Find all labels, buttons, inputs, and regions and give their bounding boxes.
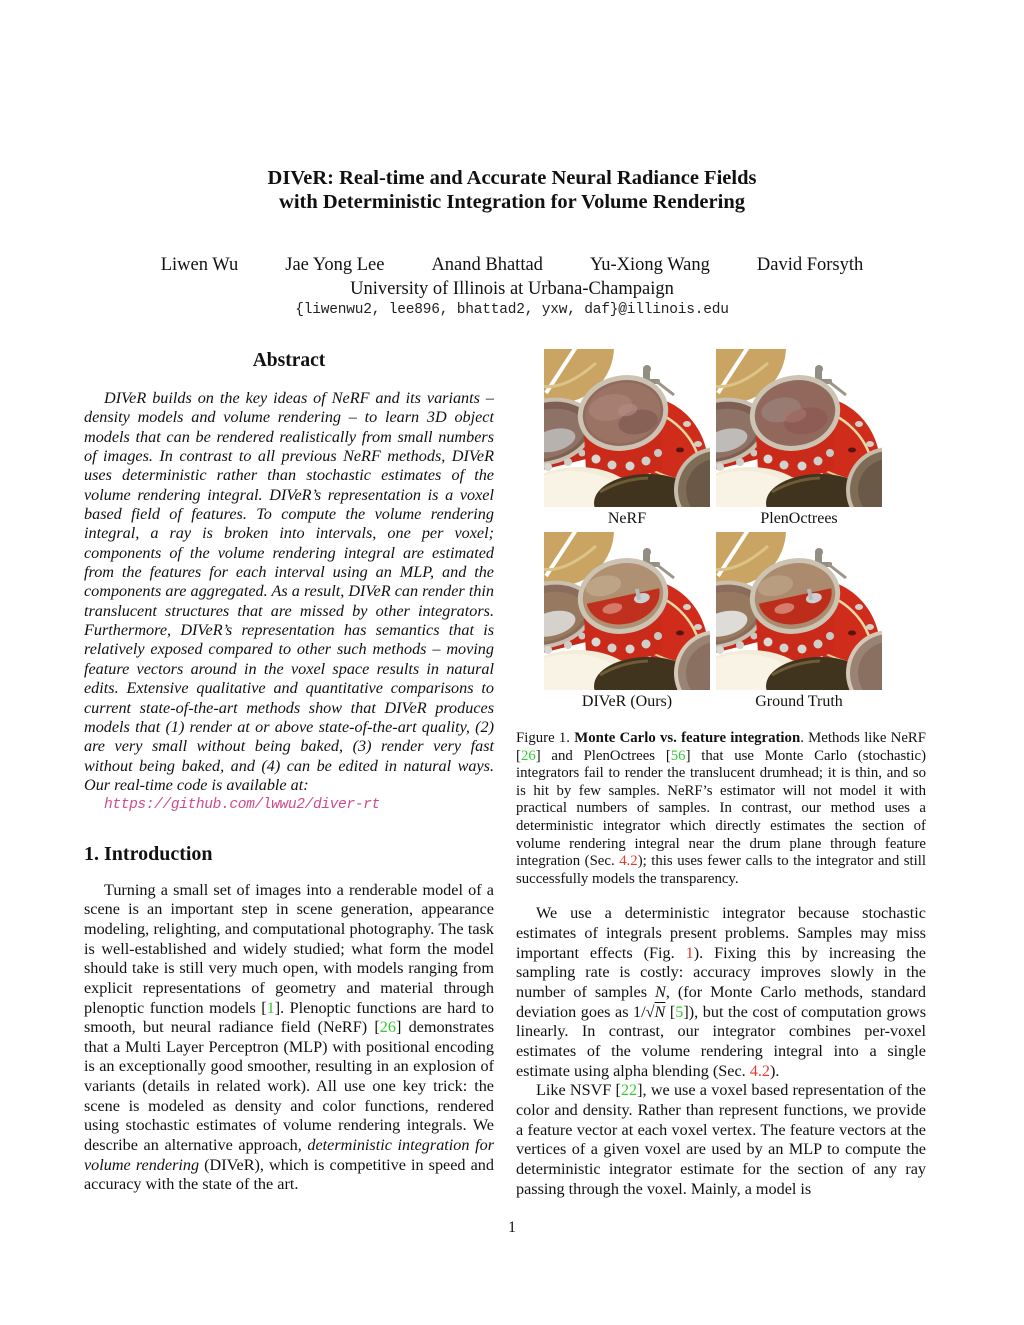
- paragraph-text: , (for Monte Carlo methods, standard deviation goes as 1/: [516, 982, 926, 1021]
- intro-text: Turning a small set of images into a renderable model of a scene is an important step in scene generation, appearance modeling, relighting, and computational photography. The task is well-established and widely studied; what form the model should take is still very much open, with models ranging from explicit representations of geometry and material through plenoptic function models [: [84, 880, 494, 1017]
- abstract-body: [84, 389, 494, 816]
- emphasized-term: deterministic integration for volume rendering: [84, 1136, 494, 1174]
- figure-label-diver-ours: DIVeR (Ours): [581, 693, 673, 710]
- citation-link[interactable]: 26: [379, 1018, 396, 1037]
- figure-ref-link[interactable]: 1: [685, 943, 694, 962]
- section-ref-link[interactable]: 4.2: [619, 853, 638, 870]
- paragraph-text: ). Fixing this by increasing the sampling rate is costly: accuracy improves slowly in the number of samples: [516, 943, 926, 1001]
- citation-link[interactable]: 22: [620, 1081, 638, 1100]
- author-list: [0, 255, 1024, 276]
- left-column: [84, 350, 494, 1195]
- figure-caption: [516, 730, 926, 888]
- author-name: Anand Bhattad: [431, 255, 543, 275]
- math-variable: N: [654, 1002, 666, 1021]
- paragraph-text: Like NSVF [: [536, 1081, 621, 1100]
- section-heading-introduction: 1. Introduction: [84, 842, 213, 865]
- figure-label-ground-truth: Ground Truth: [755, 693, 843, 710]
- paragraph-text: ).: [770, 1061, 780, 1080]
- email-line: {liwenwu2, lee896, bhattad2, yxw, daf}@illinois.edu: [295, 302, 729, 318]
- body-paragraph: [516, 1081, 926, 1199]
- citation-link[interactable]: 56: [670, 747, 686, 764]
- author-name: Jae Yong Lee: [285, 255, 385, 275]
- figure-image-plenoctrees: [716, 349, 882, 507]
- caption-text: Figure 1.: [516, 730, 575, 746]
- intro-text: (DIVeR), which is competitive in speed and accuracy with the state of the art.: [84, 1155, 494, 1194]
- body-paragraph: [516, 904, 926, 1081]
- intro-text: ]. Plenoptic functions are hard to smooth, but neural radiance field (NeRF) [: [84, 998, 494, 1037]
- citation-link[interactable]: 5: [675, 1002, 684, 1021]
- paper-title-line1: DIVeR: Real-time and Accurate Neural Radiance Fields: [267, 167, 757, 189]
- paragraph-text: ], we use a voxel based representation of the color and density. Rather than represent functions, we provide a feature vector at each voxel vertex. The feature vectors at the vertices of a given voxel are used by an MLP to compute the deterministic integrator estimate for the section of any ray passing through the voxel. Mainly, a model is: [516, 1081, 926, 1198]
- caption-bold-title: Monte Carlo vs. feature integration: [574, 730, 801, 746]
- paper-title-line2: with Deterministic Integration for Volume Rendering: [279, 190, 745, 213]
- figure-image-grid: [544, 349, 882, 715]
- section-ref-link[interactable]: 4.2: [749, 1061, 770, 1080]
- caption-text: ] that use Monte Carlo (stochastic) integrators fail to render the translucent drumhead; it is thin, and so is hit by few samples. NeRF’s estimator will not model it with practical numbers of samples. In contrast, our method uses a deterministic integrator which directly estimates the section of volume rendering integral near the drum plane through feature integration (Sec.: [516, 747, 927, 870]
- figure-image-ground-truth: [716, 532, 882, 690]
- caption-text: ); this uses fewer calls to the integrator and still successfully models the transparency.: [516, 853, 926, 887]
- citation-link[interactable]: 26: [520, 747, 536, 764]
- affiliation: University of Illinois at Urbana-Champaign: [350, 279, 674, 299]
- citation-link[interactable]: 1: [266, 998, 275, 1017]
- math-variable: N: [655, 982, 666, 1001]
- author-name: David Forsyth: [756, 255, 864, 275]
- paragraph-text: ]), but the cost of computation grows linearly. In contrast, our integrator combines per-voxel estimates of the volume rendering integral into a single estimate using alpha blending (Sec.: [516, 1002, 927, 1080]
- intro-paragraph: [84, 881, 494, 1196]
- author-name: Yu-Xiong Wang: [589, 255, 710, 275]
- paragraph-text: [: [665, 1002, 676, 1021]
- abstract-heading: Abstract: [252, 350, 326, 371]
- figure-image-diver-ours: [544, 532, 710, 690]
- figure-label-plenoctrees: PlenOctrees: [760, 510, 838, 527]
- figure-label-nerf: NeRF: [607, 510, 647, 527]
- paper-title: [0, 167, 1024, 214]
- caption-text: . Methods like NeRF [: [516, 730, 926, 764]
- figure-1: [516, 349, 926, 888]
- paragraph-text: We use a deterministic integrator because stochastic estimates of integrals present problems. Samples may miss important effects (Fig.: [516, 904, 926, 962]
- abstract-text: DIVeR builds on the key ideas of NeRF and its variants – density models and volume rendering – to learn 3D object models that can be rendered realistically from small numbers of images. In contrast to all previous NeRF methods, DIVeR uses deterministic rather than stochastic estimates of the volume rendering integral. DIVeR’s representation is a voxel based field of features. To compute the volume rendering integral, a ray is broken into intervals, one per voxel; components of the volume rendering integral are estimated from the features for each interval using an MLP, and the components are aggregated. As a result, DIVeR can render thin translucent structures that are missed by other integrators. Furthermore, DIVeR’s representation has semantics that is relatively exposed compared to other such methods – moving feature vectors around in the voxel space results in natural edits. Extensive qualitative and quantitative comparisons to current state-of-the-art methods show that DIVeR produces models that (1) render at or above state-of-the-art quality, (2) are very small without being baked, (3) render very fast without being baked, and (4) can be edited in natural ways. Our real-time code is available at:: [84, 389, 494, 794]
- sqrt-symbol: √: [645, 1002, 655, 1021]
- right-column: [516, 349, 926, 1199]
- intro-text: ] demonstrates that a Multi Layer Perceptron (MLP) with positional encoding is an exceptionally good smoother, resulting in an explosion of variants (details in related work). All use one key trick: the scene is modeled as density and color functions, rendered using stochastic estimates of volume rendering integrals. We describe an alternative approach,: [84, 1018, 495, 1155]
- caption-text: ] and PlenOctrees [: [535, 747, 671, 764]
- github-link[interactable]: https://github.com/lwwu2/diver-rt: [104, 797, 380, 814]
- page-number: 1: [508, 1219, 516, 1236]
- figure-image-nerf: [544, 349, 710, 507]
- author-name: Liwen Wu: [160, 255, 239, 275]
